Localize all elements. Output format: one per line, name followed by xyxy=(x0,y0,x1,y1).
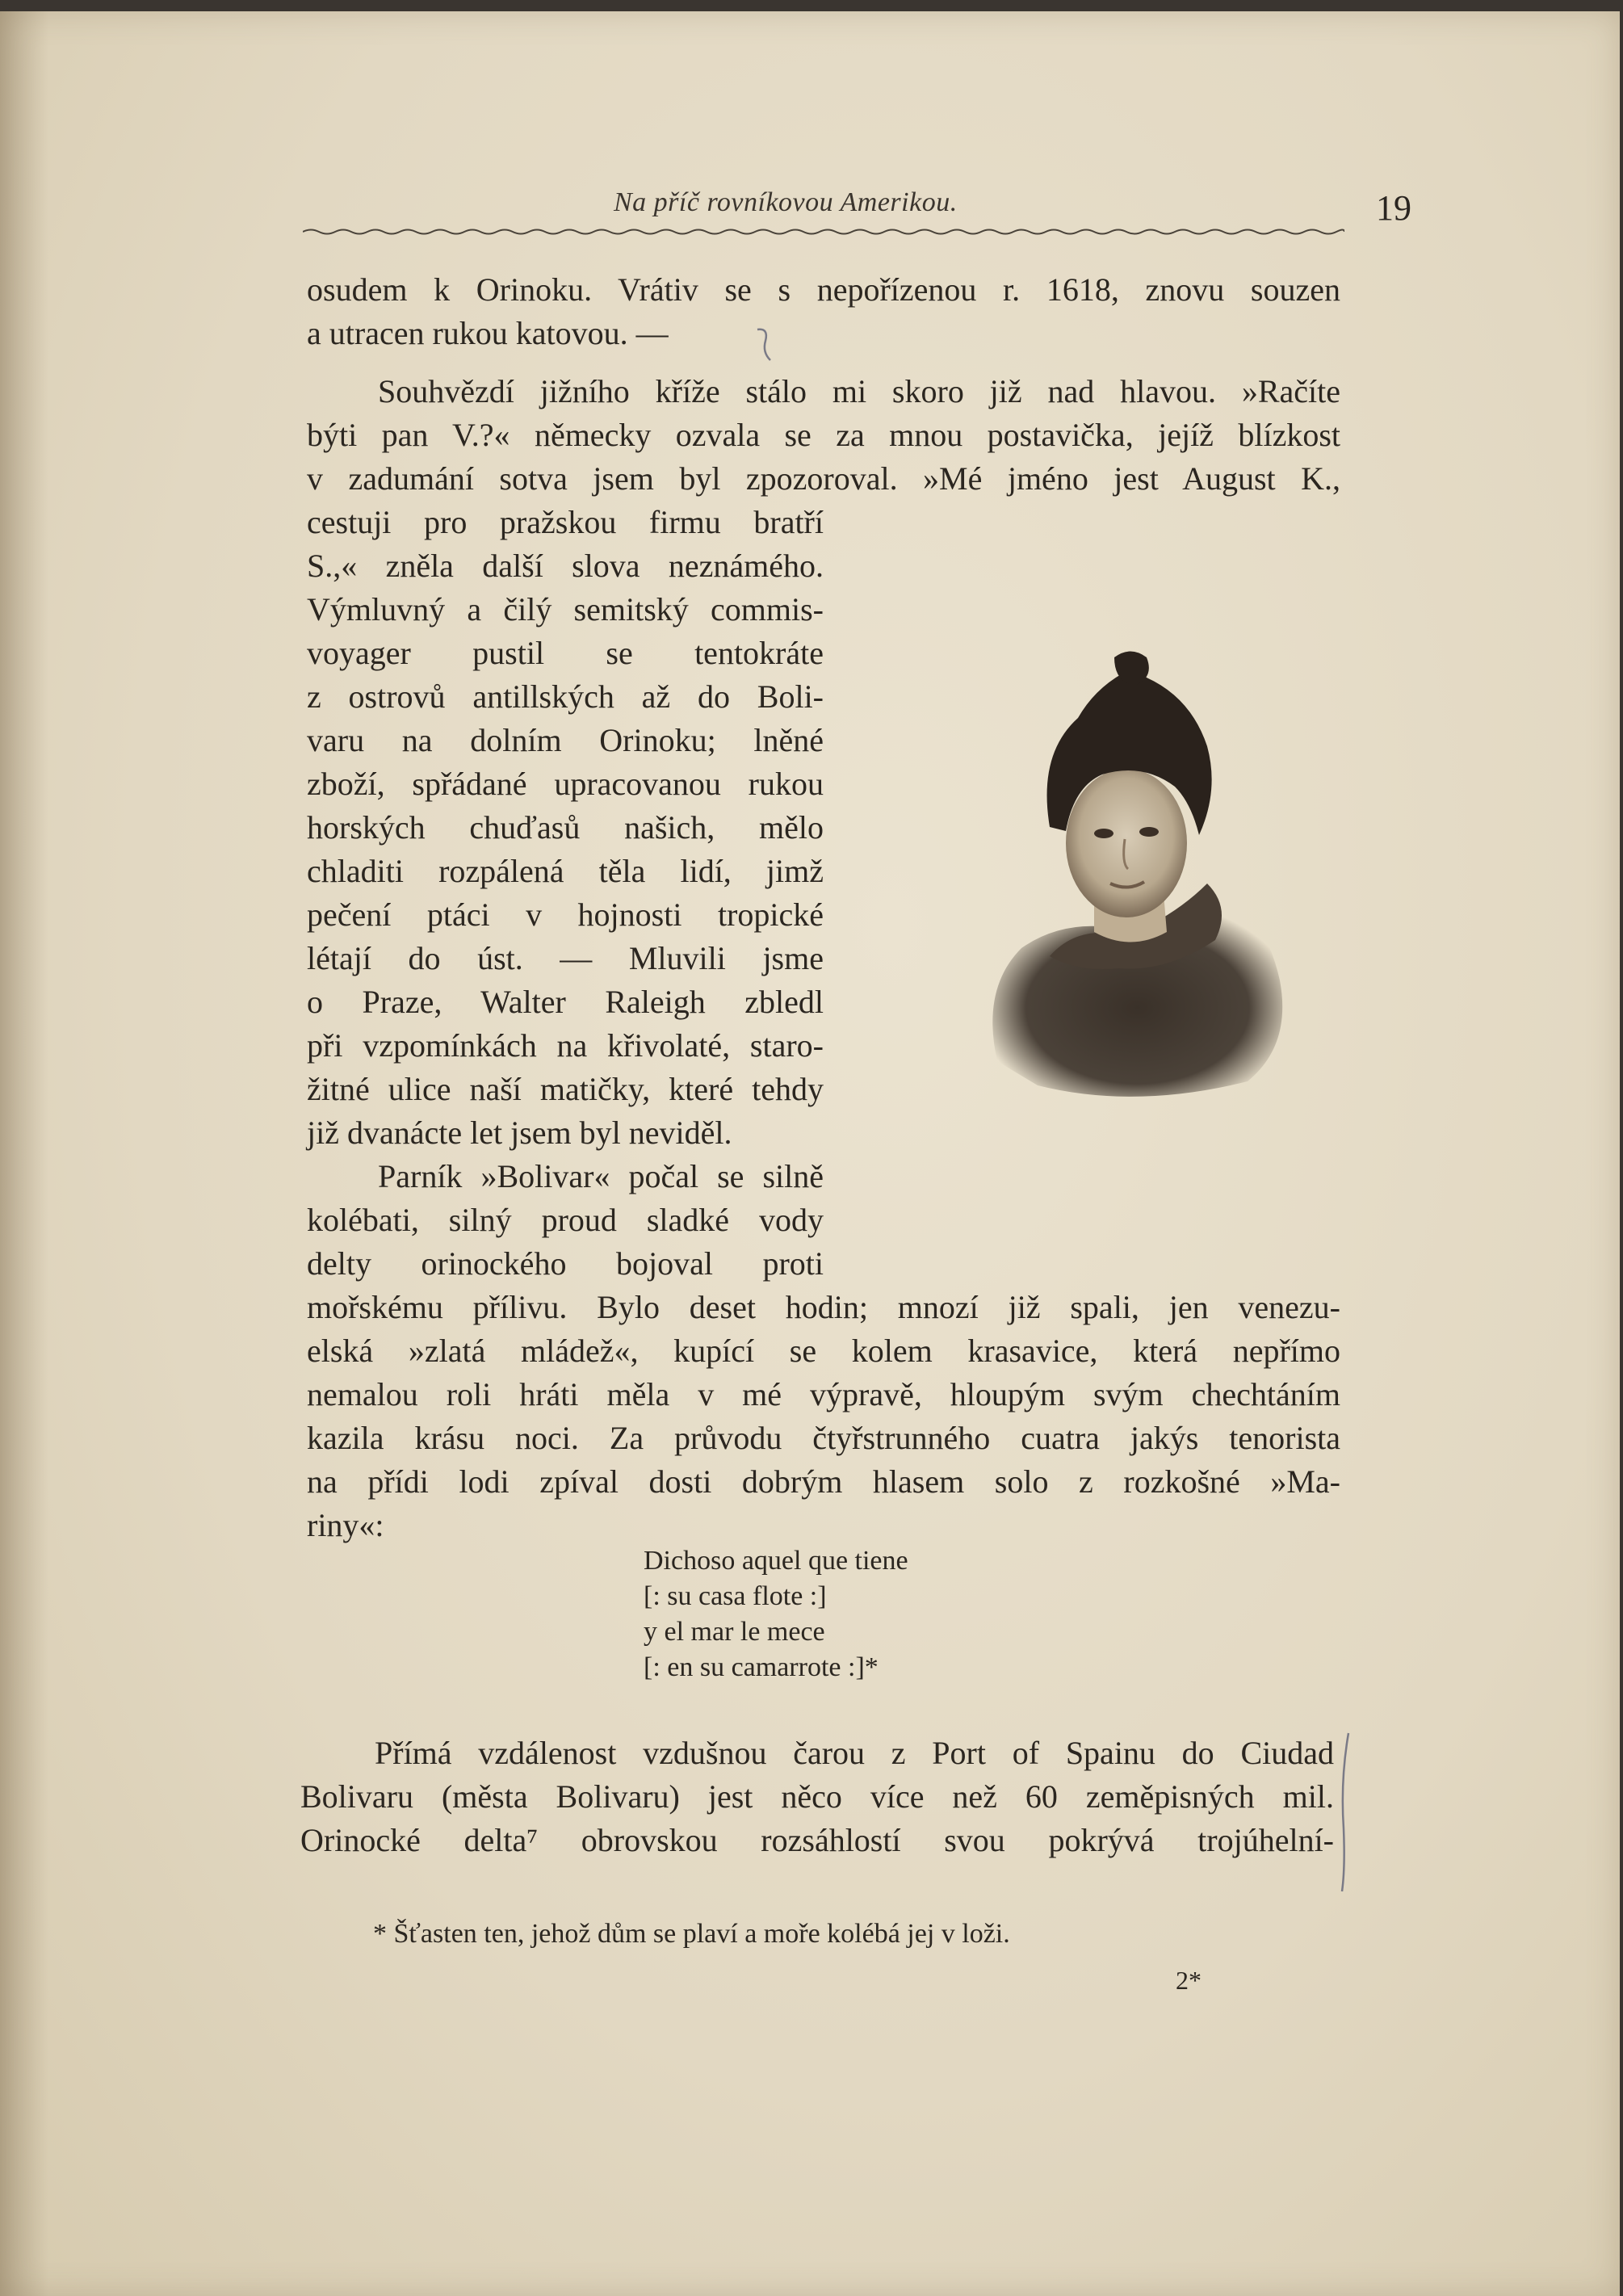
text-line: Orinocké delta⁷ obrovskou rozsáhlostí svou pokrývá trojúhelní- xyxy=(300,1822,1334,1858)
text-line: a utracen rukou katovou. — xyxy=(307,315,669,351)
page-edge-shadow xyxy=(0,11,48,2296)
text-line: žitné ulice naší matičky, které tehdy xyxy=(307,1071,824,1107)
text-line: již dvanácte let jsem byl neviděl. xyxy=(307,1114,732,1151)
closing-paragraph xyxy=(300,1731,1334,1869)
text-line: nemalou roli hráti měla v mé výpravě, hloupým svým chechtáním xyxy=(307,1376,1340,1412)
text-line: kolébati, silný proud sladké vody xyxy=(307,1202,824,1238)
text-line: S.,« zněla další slova neznámého. xyxy=(307,548,824,584)
text-line: býti pan V.?« německy ozvala se za mnou postavička, jejíž blízkost xyxy=(307,417,1340,453)
text-line: Souhvězdí jižního kříže stálo mi skoro již nad hlavou. »Račíte xyxy=(378,373,1340,409)
text-line: horských chuďasů našich, mělo xyxy=(307,809,824,846)
text-line: varu na dolním Orinoku; lněné xyxy=(307,722,824,758)
text-line: z ostrovů antillských až do Boli- xyxy=(307,678,824,715)
text-line: Přímá vzdálenost vzdušnou čarou z Port of Spainu do Ciudad xyxy=(375,1735,1334,1771)
text-line: v zadumání sotva jsem byl zpozoroval. »Mé jméno jest August K., xyxy=(307,460,1340,497)
verse-line: y el mar le mece xyxy=(644,1617,825,1647)
text-line: osudem k Orinoku. Vrátiv se s nepořízenou r. 1618, znovu souzen xyxy=(307,271,1340,308)
text-line: riny«: xyxy=(307,1507,384,1543)
text-line: Bolivaru (města Bolivaru) jest něco více než 60 zeměpisných mil. xyxy=(300,1778,1334,1815)
text-line: Výmluvný a čilý semitský commis- xyxy=(307,591,824,628)
text-line: kazila krásu noci. Za průvodu čtyřstrunného cuatra jakýs tenorista xyxy=(307,1420,1340,1456)
text-line: pečení ptáci v hojnosti tropické xyxy=(307,896,824,933)
text-line: delty orinockého bojoval proti xyxy=(307,1245,824,1282)
book-page xyxy=(0,11,1620,2296)
text-line: chladiti rozpálená těla lidí, jimž xyxy=(307,853,824,889)
verse-line: [: en su camarrote :]* xyxy=(644,1652,879,1682)
header-wavy-rule xyxy=(303,226,1344,237)
text-line: na přídi lodi zpíval dosti dobrým hlasem solo z rozkošné »Ma- xyxy=(307,1463,1340,1500)
text-line: elská »zlatá mládež«, kupící se kolem krasavice, která nepřímo xyxy=(307,1333,1340,1369)
text-line: o Praze, Walter Raleigh zbledl xyxy=(307,984,824,1020)
verse-line: Dichoso aquel que tiene xyxy=(644,1546,908,1576)
running-head: Na příč rovníkovou Amerikou. xyxy=(614,187,958,217)
footnote: * Šťasten ten, jehož dům se plaví a moře kolébá jej v loži. xyxy=(373,1919,1010,1949)
pencil-mark xyxy=(751,325,783,365)
verse-line: [: su casa flote :] xyxy=(644,1581,827,1611)
pencil-bracket-mark xyxy=(1337,1731,1353,1893)
text-line: cestuji pro pražskou firmu bratří xyxy=(307,504,824,540)
text-line: voyager pustil se tentokráte xyxy=(307,635,824,671)
text-line: při vzpomínkách na křivolaté, staro- xyxy=(307,1027,824,1064)
portrait-photo xyxy=(973,641,1292,1098)
text-line: zboží, spřádané upracovanou rukou xyxy=(307,766,824,802)
signature-mark: 2* xyxy=(1176,1966,1202,1995)
text-line: mořskému přílivu. Bylo deset hodin; mnozí již spali, jen venezu- xyxy=(307,1289,1340,1325)
page-number: 19 xyxy=(1376,188,1411,228)
text-line: létají do úst. — Mluvili jsme xyxy=(307,940,824,976)
text-line: Parník »Bolivar« počal se silně xyxy=(378,1158,824,1194)
